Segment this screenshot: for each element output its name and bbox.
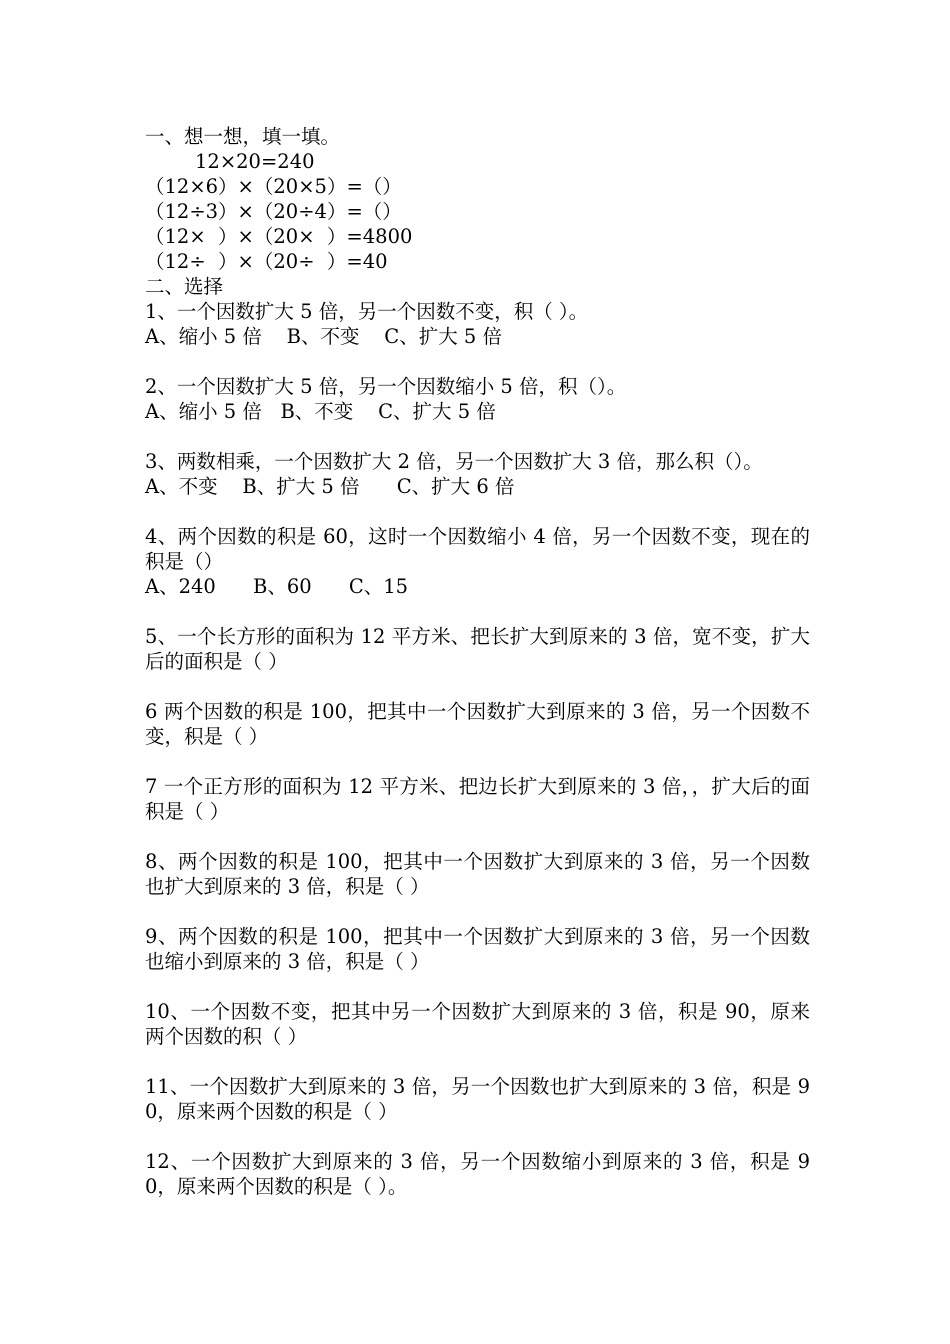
question-6: 6 两个因数的积是 100，把其中一个因数扩大到原来的 3 倍，另一个因数不变，积是（ ） — [145, 700, 810, 748]
question-11: 11、一个因数扩大到原来的 3 倍，另一个因数也扩大到原来的 3 倍，积是 90，原来两个因数的积是（ ） — [145, 1075, 810, 1123]
question-9: 9、两个因数的积是 100，把其中一个因数扩大到原来的 3 倍，另一个因数也缩小到原来的 3 倍，积是（ ） — [145, 925, 810, 973]
worksheet-content — [145, 124, 810, 1199]
spacer — [145, 1124, 810, 1149]
spacer — [145, 899, 810, 924]
question-12: 12、一个因数扩大到原来的 3 倍，另一个因数缩小到原来的 3 倍，积是 90，原来两个因数的积是（ ）。 — [145, 1150, 810, 1198]
spacer — [145, 1049, 810, 1074]
spacer — [145, 824, 810, 849]
question-1: 1、一个因数扩大 5 倍，另一个因数不变，积（ ）。 — [145, 300, 589, 323]
section2-heading: 二、选择 — [145, 275, 224, 298]
question-7: 7 一个正方形的面积为 12 平方米、把边长扩大到原来的 3 倍，，扩大后的面积是（ ） — [145, 775, 810, 823]
question-4-options: A、240 B、60 C、15 — [145, 575, 409, 598]
spacer — [145, 674, 810, 699]
equation-base: 12×20=240 — [195, 150, 315, 173]
section1-heading: 一、想一想，填一填。 — [145, 125, 341, 148]
question-4: 4、两个因数的积是 60，这时一个因数缩小 4 倍，另一个因数不变，现在的积是（） — [145, 525, 810, 573]
spacer — [145, 349, 810, 374]
question-1-options: A、缩小 5 倍 B、不变 C、扩大 5 倍 — [145, 325, 503, 348]
question-5: 5、一个长方形的面积为 12 平方米、把长扩大到原来的 3 倍，宽不变，扩大后的面积是（ ） — [145, 625, 810, 673]
question-10: 10、一个因数不变，把其中另一个因数扩大到原来的 3 倍，积是 90，原来两个因数的积（ ） — [145, 1000, 810, 1048]
question-8: 8、两个因数的积是 100，把其中一个因数扩大到原来的 3 倍，另一个因数也扩大到原来的 3 倍，积是（ ） — [145, 850, 810, 898]
equation-fill-3: （12× ）×（20× ）=4800 — [145, 225, 413, 248]
equation-fill-1: （12×6）×（20×5）=（） — [145, 175, 402, 198]
spacer — [145, 749, 810, 774]
equation-fill-4: （12÷ ）×（20÷ ）=40 — [145, 250, 388, 273]
question-3-options: A、不变 B、扩大 5 倍 C、扩大 6 倍 — [145, 475, 515, 498]
equation-fill-2: （12÷3）×（20÷4）=（） — [145, 200, 402, 223]
spacer — [145, 499, 810, 524]
question-2: 2、一个因数扩大 5 倍，另一个因数缩小 5 倍，积（）。 — [145, 375, 627, 398]
spacer — [145, 424, 810, 449]
spacer — [145, 599, 810, 624]
question-2-options: A、缩小 5 倍 B、不变 C、扩大 5 倍 — [145, 400, 496, 423]
spacer — [145, 974, 810, 999]
question-3: 3、两数相乘，一个因数扩大 2 倍，另一个因数扩大 3 倍，那么积（）。 — [145, 450, 763, 473]
